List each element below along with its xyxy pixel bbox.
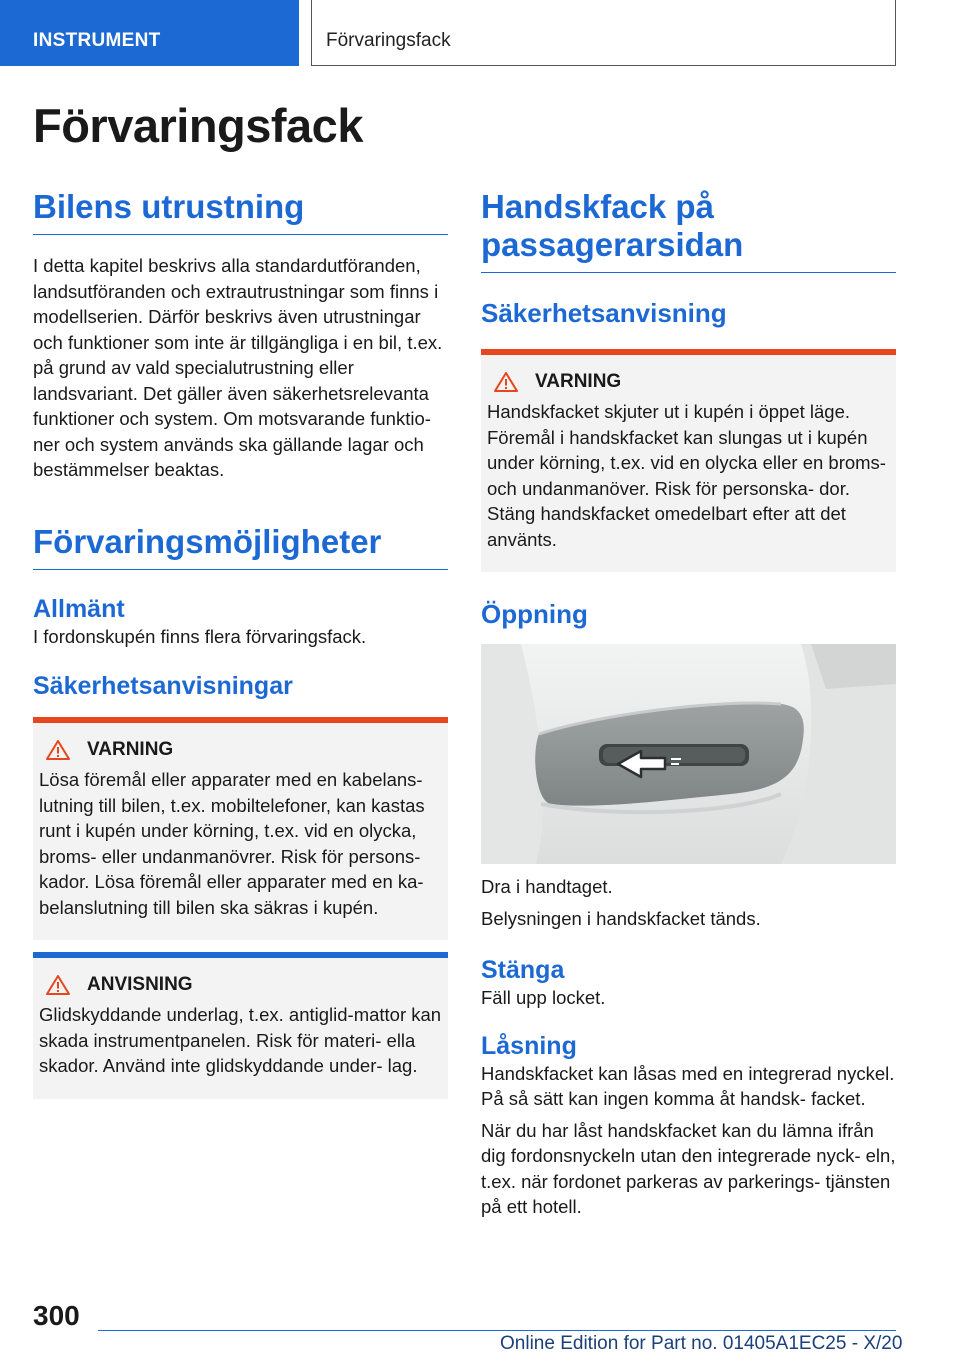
footer-rule [98, 1330, 896, 1331]
opening-heading: Öppning [481, 599, 588, 629]
warning-box [33, 717, 448, 940]
opening-result: Belysningen i handskfacket tänds. [481, 907, 761, 929]
subsection-tab [311, 0, 896, 66]
notice-triangle-icon [45, 974, 71, 996]
right-warning-label: VARNING [535, 371, 622, 392]
lock-heading: Låsning [481, 1031, 577, 1060]
notice-label: ANVISNING [87, 974, 193, 995]
general-heading: Allmänt [33, 594, 125, 623]
equipment-heading: Bilens utrustning [33, 188, 448, 235]
page-header [0, 0, 960, 66]
right-warning-box [481, 349, 896, 572]
page-title: Förvaringsfack [33, 99, 363, 152]
warning-text: Lösa föremål eller apparater med en kabelans- lutning till bilen, t.ex. mobiltelefoner, kan kastas runt i kupén under körning, t.ex. vid en olycka, broms- eller undanmanövrer. Risk för persons- kador. Lösa föremål eller apparater med en ka- belanslutning till bilen ska säkras i kupén. [39, 769, 425, 918]
lock-text-1: Handskfacket kan låsas med en integrerad nyckel. På så sätt kan ingen komma åt handsk- facket. [481, 1062, 895, 1109]
right-safety-heading: Säkerhetsanvisning [481, 298, 727, 328]
section-label: INSTRUMENT [33, 30, 161, 51]
close-text: Fäll upp locket. [481, 987, 606, 1008]
right-warning-header [487, 371, 890, 393]
notice-header [39, 974, 442, 996]
section-tab [0, 0, 299, 66]
warning-label: VARNING [87, 739, 174, 760]
subsection-label: Förvaringsfack [326, 30, 451, 51]
notice-text: Glidskyddande underlag, t.ex. antiglid-mattor kan skada instrumentpanelen. Risk för materi- ella skador. Använd inte glidskyddande under- lag. [39, 1004, 442, 1076]
glovebox-heading: Handskfack på passagerarsidan [481, 188, 896, 273]
warning-triangle-icon [493, 371, 519, 393]
general-text: I fordonskupén finns flera förvaringsfack. [33, 625, 367, 647]
warning-header [39, 739, 442, 761]
safety-heading: Säkerhetsanvisningar [33, 672, 293, 700]
left-column [33, 188, 448, 1099]
notice-box [33, 952, 448, 1099]
right-warning-text: Handskfacket skjuter ut i kupén i öppet läge. Föremål i handskfacket kan slungas ut i kupén under körning, t.ex. vid en olycka eller en broms- och undanmanöver. Risk för personska- dor. Stäng handskfacket omedelbart efter att det använts. [487, 401, 886, 550]
close-heading: Stänga [481, 956, 565, 984]
equipment-text: I detta kapitel beskrivs alla standardutföranden, landsutföranden och extrautrustningar som finns i modellserien. Därför beskrivs även utrustningar och funktioner som inte är tillgängliga i en bil, t.ex. på grund av vald specialutrustning eller landsvariant. Det gäller även säkerhetsrelevanta funktioner och system. Om motsvarande funktio- ner och system används ska gällande lagar och bestämmelser beaktas. [33, 255, 443, 480]
footer-edition: Online Edition for Part no. 01405A1EC25 - X/20 [500, 1333, 903, 1354]
right-column [481, 188, 896, 1220]
warning-triangle-icon [45, 739, 71, 761]
storage-heading: Förvaringsmöjligheter [33, 523, 448, 570]
lock-text-2: När du har låst handskfacket kan du lämna ifrån dig fordonsnyckeln utan den integrerade nyck- eln, t.ex. när fordonet parkeras av parkerings- tjänsten på ett hotell. [481, 1119, 896, 1217]
page-number: 300 [33, 1300, 80, 1331]
glovebox-photo [481, 644, 896, 864]
opening-step: Dra i handtaget. [481, 876, 613, 897]
